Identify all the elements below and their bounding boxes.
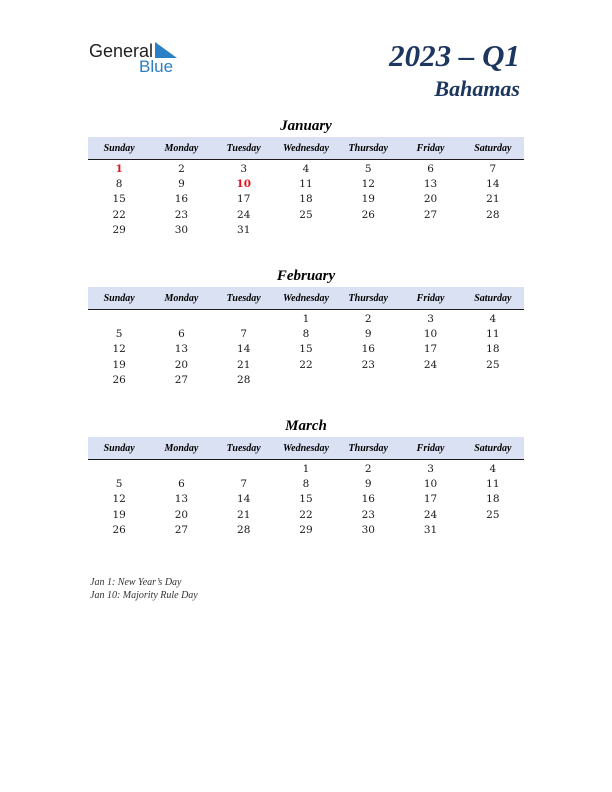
month-title: March	[285, 418, 327, 434]
weekday-header	[88, 437, 524, 460]
week-row	[88, 372, 524, 387]
day-cell: 11	[486, 327, 500, 340]
day-cell: 22	[299, 508, 313, 521]
weekday-label: Wednesday	[283, 292, 329, 304]
day-cell: 16	[361, 493, 375, 506]
holiday-notes	[90, 576, 198, 602]
weekday-label: Thursday	[348, 442, 388, 454]
day-cell: 8	[302, 327, 310, 340]
day-cell: 21	[237, 358, 251, 371]
day-cell: 10	[423, 477, 438, 490]
day-cell: 25	[299, 208, 313, 221]
day-cell: 20	[423, 193, 438, 206]
week-row	[88, 311, 524, 326]
week-row	[88, 492, 524, 507]
day-cell: 31	[237, 223, 251, 236]
logo-text-general: General	[89, 41, 154, 61]
day-cell: 14	[486, 177, 500, 190]
week-row	[88, 461, 524, 476]
day-cell: 29	[112, 223, 126, 236]
day-cell: 27	[423, 208, 438, 221]
day-cell: 4	[302, 162, 310, 175]
holiday-day-cell: 1	[115, 162, 123, 175]
day-cell: 3	[427, 312, 434, 325]
day-cell: 23	[361, 358, 375, 371]
day-cell: 4	[489, 462, 497, 475]
day-cell: 18	[299, 193, 313, 206]
month-january	[88, 117, 524, 237]
day-cell: 22	[112, 208, 126, 221]
day-cell: 7	[240, 327, 248, 340]
day-cell: 24	[423, 508, 438, 521]
month-title: January	[280, 118, 332, 134]
day-cell: 18	[486, 493, 500, 506]
weekday-label: Tuesday	[226, 142, 261, 154]
day-cell: 14	[237, 493, 251, 506]
holiday-day-cell: 10	[236, 177, 252, 190]
day-cell: 9	[364, 477, 372, 490]
day-cell: 2	[364, 462, 372, 475]
weekday-label: Sunday	[103, 292, 135, 304]
day-cell: 17	[237, 193, 251, 206]
day-cell: 12	[112, 343, 126, 356]
day-cell: 3	[240, 162, 248, 175]
day-cell: 20	[174, 358, 189, 371]
weekday-label: Saturday	[474, 292, 512, 304]
day-cell: 9	[178, 177, 185, 190]
weekday-label: Monday	[164, 442, 199, 454]
day-cell: 16	[361, 343, 375, 356]
day-cell: 5	[364, 162, 372, 175]
day-cell: 19	[112, 358, 126, 371]
day-cell: 28	[237, 523, 251, 536]
day-cell: 19	[361, 193, 375, 206]
day-cell: 5	[115, 327, 123, 340]
weekday-label: Monday	[164, 142, 199, 154]
day-cell: 24	[237, 208, 251, 221]
day-cell: 28	[237, 373, 251, 386]
weekday-label: Sunday	[103, 142, 135, 154]
holiday-note: Jan 10: Majority Rule Day	[90, 590, 198, 601]
day-cell: 16	[174, 193, 189, 206]
weekday-label: Wednesday	[283, 142, 329, 154]
day-cell: 8	[115, 177, 123, 190]
day-cell: 11	[486, 477, 500, 490]
day-cell: 31	[423, 523, 438, 536]
day-cell: 18	[486, 343, 500, 356]
day-cell: 17	[423, 493, 438, 506]
day-cell: 21	[237, 508, 251, 521]
month-february	[88, 267, 524, 387]
week-row	[88, 357, 524, 372]
week-row	[88, 161, 524, 176]
day-cell: 9	[364, 327, 372, 340]
month-march	[88, 417, 524, 537]
weekday-label: Monday	[164, 292, 199, 304]
day-cell: 13	[174, 343, 189, 356]
week-row	[88, 507, 524, 522]
day-cell: 23	[361, 508, 375, 521]
month-title: February	[276, 268, 336, 284]
day-cell: 13	[174, 493, 189, 506]
day-cell: 29	[299, 523, 313, 536]
day-cell: 11	[299, 177, 313, 190]
day-cell: 2	[178, 162, 185, 175]
day-cell: 6	[427, 162, 434, 175]
day-cell: 15	[299, 343, 313, 356]
weekday-header	[88, 287, 524, 310]
day-cell: 1	[302, 312, 310, 325]
day-cell: 10	[423, 327, 438, 340]
weekday-header	[88, 137, 524, 160]
week-row	[88, 192, 524, 207]
week-row	[88, 207, 524, 222]
day-cell: 26	[112, 373, 126, 386]
weekday-label: Tuesday	[226, 442, 261, 454]
weekday-label: Wednesday	[283, 442, 329, 454]
weekday-label: Friday	[416, 442, 445, 454]
day-cell: 6	[178, 327, 185, 340]
weekday-label: Sunday	[103, 442, 135, 454]
day-cell: 19	[112, 508, 126, 521]
day-cell: 30	[361, 523, 375, 536]
day-cell: 28	[486, 208, 500, 221]
day-cell: 21	[486, 193, 500, 206]
weekday-label: Friday	[416, 292, 445, 304]
day-cell: 13	[423, 177, 438, 190]
day-cell: 7	[489, 162, 497, 175]
day-cell: 4	[489, 312, 497, 325]
logo-text-blue: Blue	[139, 57, 174, 76]
day-cell: 14	[237, 343, 251, 356]
day-cell: 26	[361, 208, 375, 221]
weekday-label: Saturday	[474, 142, 512, 154]
page-title: 2023 – Q1	[389, 38, 520, 73]
day-cell: 8	[302, 477, 310, 490]
day-cell: 12	[361, 177, 375, 190]
day-cell: 25	[486, 508, 500, 521]
weekday-label: Thursday	[348, 142, 388, 154]
day-cell: 25	[486, 358, 500, 371]
day-cell: 22	[299, 358, 313, 371]
day-cell: 30	[174, 223, 189, 236]
day-cell: 17	[423, 343, 438, 356]
weekday-label: Thursday	[348, 292, 388, 304]
weekday-label: Friday	[416, 142, 445, 154]
week-row	[88, 222, 524, 237]
week-row	[88, 326, 524, 341]
day-cell: 15	[299, 493, 313, 506]
day-cell: 6	[178, 477, 185, 490]
logo	[89, 40, 189, 80]
day-cell: 27	[174, 523, 189, 536]
day-cell: 24	[423, 358, 438, 371]
week-row	[88, 476, 524, 491]
week-row	[88, 342, 524, 357]
day-cell: 12	[112, 493, 126, 506]
day-cell: 26	[112, 523, 126, 536]
week-row	[88, 176, 524, 191]
day-cell: 5	[115, 477, 123, 490]
day-cell: 27	[174, 373, 189, 386]
week-row	[88, 522, 524, 537]
day-cell: 2	[364, 312, 372, 325]
weeks	[88, 461, 524, 537]
country-name: Bahamas	[434, 76, 520, 101]
holiday-note: Jan 1: New Year’s Day	[90, 577, 182, 588]
day-cell: 7	[240, 477, 248, 490]
weeks	[88, 161, 524, 237]
weekday-label: Tuesday	[226, 292, 261, 304]
logo-triangle-icon	[155, 42, 177, 58]
day-cell: 1	[302, 462, 310, 475]
weeks	[88, 311, 524, 387]
day-cell: 20	[174, 508, 189, 521]
day-cell: 3	[427, 462, 434, 475]
weekday-label: Saturday	[474, 442, 512, 454]
day-cell: 15	[112, 193, 126, 206]
day-cell: 23	[174, 208, 189, 221]
